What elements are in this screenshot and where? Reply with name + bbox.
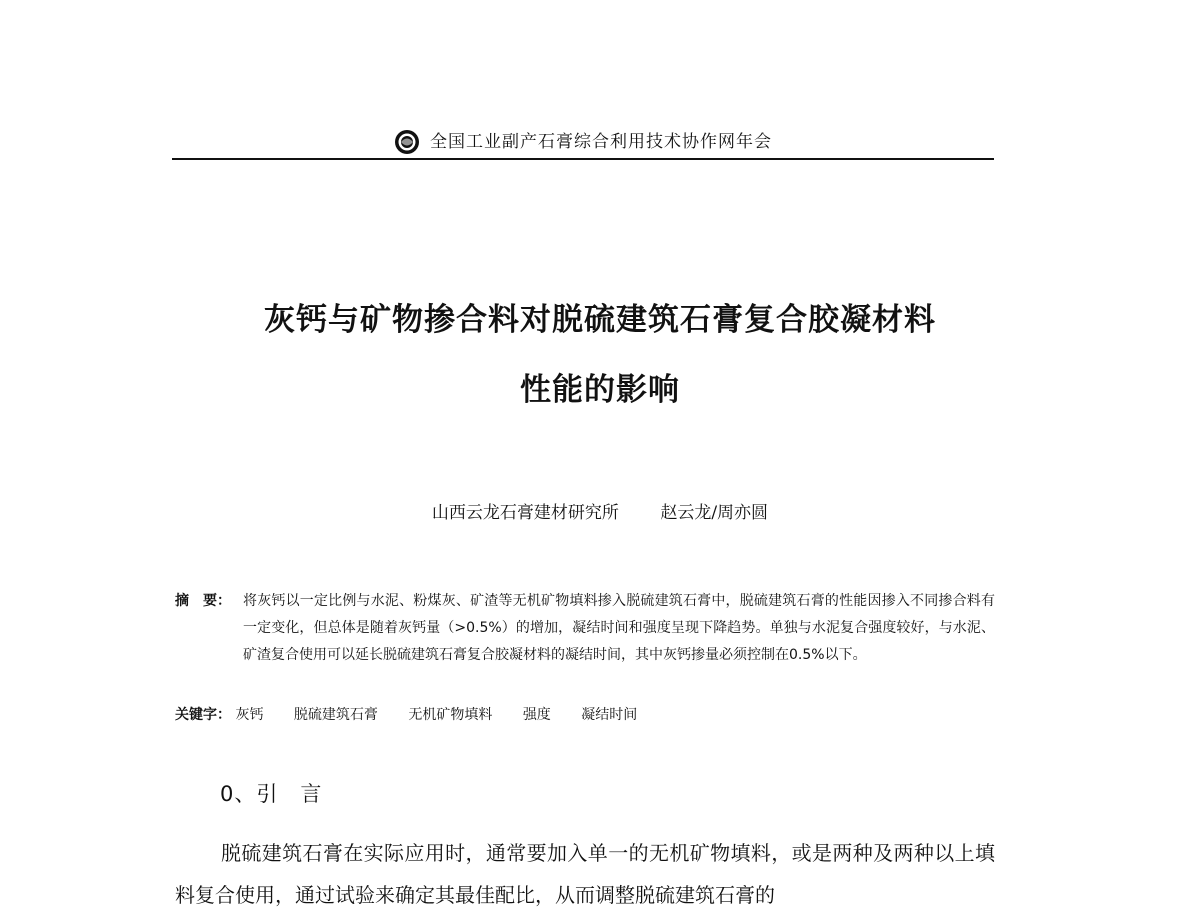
running-header-text: 全国工业副产石膏综合利用技术协作网年会: [430, 132, 772, 152]
author-names: 赵云龙/周亦圆: [660, 503, 769, 523]
keyword-item: 强度: [522, 707, 551, 723]
keyword-item: 无机矿物填料: [408, 707, 493, 723]
body-paragraph: 脱硫建筑石膏在实际应用时，通常要加入单一的无机矿物填料，或是两种及两种以上填料复合使用，通过试验来确定其最佳配比，从而调整脱硫建筑石膏的: [175, 841, 995, 907]
author-affiliation: 山西云龙石膏建材研究所: [431, 503, 619, 523]
abstract-text: 将灰钙以一定比例与水泥、粉煤灰、矿渣等无机矿物填料掺入脱硫建筑石膏中，脱硫建筑石膏的性能因掺入不同掺合料有一定变化，但总体是随着灰钙量（>0.5%）的增加，凝结时间和强度呈现下降趋势。单独与水泥复合强度较好，与水泥、矿渣复合使用可以延长脱硫建筑石膏复合胶凝材料的凝结时间，其中灰钙掺量必须控制在0.5%以下。: [243, 593, 995, 663]
keyword-item: 凝结时间: [581, 707, 638, 723]
keywords: [175, 702, 663, 729]
keywords-label: 关键字：: [175, 707, 231, 723]
paper-title-line-1: 灰钙与矿物掺合料对脱硫建筑石膏复合胶凝材料: [264, 302, 936, 338]
author-block: [150, 498, 1050, 523]
abstract-label: 摘 要：: [175, 593, 231, 609]
keyword-item: 灰钙: [235, 707, 264, 723]
section-heading-introduction: 0、引 言: [220, 782, 323, 806]
keyword-item: 脱硫建筑石膏: [293, 707, 378, 723]
paper-title-line-2: 性能的影响: [520, 372, 680, 408]
organization-emblem-icon: [394, 129, 420, 155]
running-header: [172, 128, 994, 160]
abstract: [175, 588, 995, 669]
